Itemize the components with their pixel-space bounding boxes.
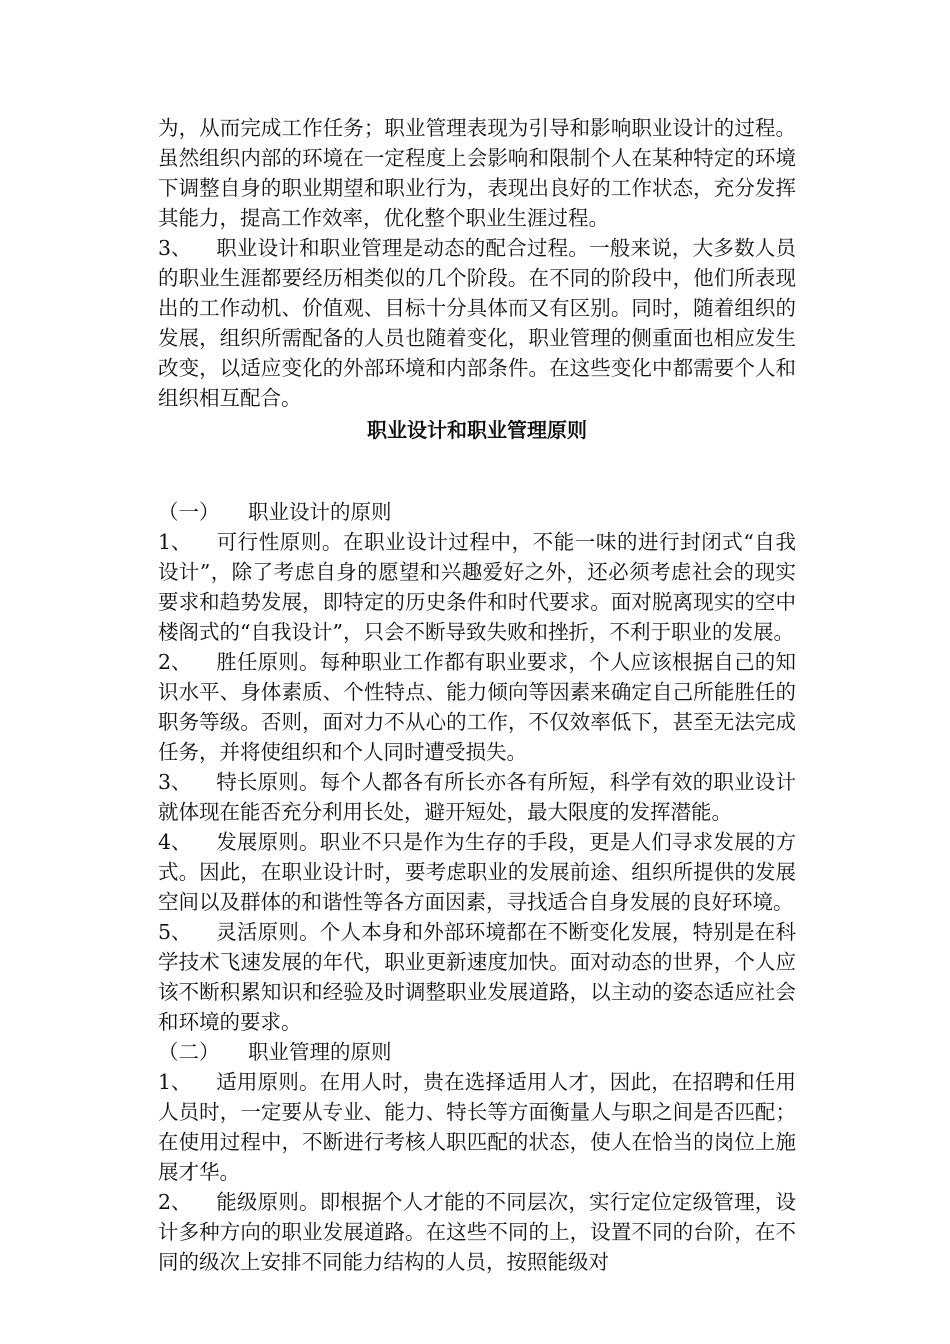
section-title: 职业设计和职业管理原则 bbox=[367, 418, 587, 442]
document-page bbox=[158, 113, 796, 1277]
list-item bbox=[158, 827, 796, 917]
item-number: 2、 bbox=[158, 1190, 192, 1214]
item-text: 灵活原则。个人本身和外部环境都在不断变化发展，特别是在科学技术飞速发展的年代，职业更新速度加快。面对动态的世界，个人应该不断积累知识和经验及时调整职业发展道路，以主动的姿态适应社会和环境的要求。 bbox=[158, 920, 796, 1034]
section-heading-text: 职业设计的原则 bbox=[248, 500, 392, 524]
list-item bbox=[158, 647, 796, 767]
intro-paragraph-1: 为，从而完成工作任务；职业管理表现为引导和影响职业设计的过程。虽然组织内部的环境在一定程度上会影响和限制个人在某种特定的环境下调整自身的职业期望和职业行为，表现出良好的工作状态，充分发挥其能力，提高工作效率，优化整个职业生涯过程。 bbox=[158, 116, 796, 230]
item-text: 适用原则。在用人时，贵在选择适用人才，因此，在招聘和任用人员时，一定要从专业、能力、特长等方面衡量人与职之间是否匹配；在使用过程中，不断进行考核人职匹配的状态，使人在恰当的岗位上施展才华。 bbox=[158, 1070, 796, 1184]
section-heading-text: 职业管理的原则 bbox=[248, 1040, 392, 1064]
item-text: 能级原则。即根据个人才能的不同层次，实行定位定级管理，设计多种方向的职业发展道路。在这些不同的上，设置不同的台阶，在不同的级次上安排不同能力结构的人员，按照能级对 bbox=[158, 1190, 796, 1274]
list-item bbox=[158, 527, 796, 647]
item-number: 5、 bbox=[158, 920, 192, 944]
item-text: 发展原则。职业不只是作为生存的手段，更是人们寻求发展的方式。因此，在职业设计时，要考虑职业的发展前途、组织所提供的发展空间以及群体的和谐性等各方面因素，寻找适合自身发展的良好环境。 bbox=[158, 830, 796, 914]
item-text: 可行性原则。在职业设计过程中，不能一味的进行封闭式“自我设计”，除了考虑自身的愿望和兴趣爱好之外，还必须考虑社会的现实要求和趋势发展，即特定的历史条件和时代要求。面对脱离现实的空中楼阁式的“自我设计”，只会不断导致失败和挫折，不利于职业的发展。 bbox=[158, 530, 796, 644]
section-1-heading bbox=[158, 497, 796, 527]
item-number: 1、 bbox=[158, 1070, 192, 1094]
list-item bbox=[158, 917, 796, 1037]
item-number: 3、 bbox=[158, 770, 192, 794]
section-label: （二） bbox=[158, 1040, 220, 1064]
item-number: 1、 bbox=[158, 530, 192, 554]
list-item bbox=[158, 767, 796, 827]
intro-paragraph-2 bbox=[158, 233, 796, 413]
item-text: 职业设计和职业管理是动态的配合过程。一般来说，大多数人员的职业生涯都要经历相类似的几个阶段。在不同的阶段中，他们所表现出的工作动机、价值观、目标十分具体而又有区别。同时，随着组织的发展，组织所需配备的人员也随着变化，职业管理的侧重面也相应发生改变，以适应变化的外部环境和内部条件。在这些变化中都需要个人和组织相互配合。 bbox=[158, 236, 796, 410]
item-text: 特长原则。每个人都各有所长亦各有所短，科学有效的职业设计就体现在能否充分利用长处，避开短处，最大限度的发挥潜能。 bbox=[158, 770, 796, 824]
list-item bbox=[158, 1067, 796, 1187]
list-item bbox=[158, 1187, 796, 1277]
section-label: （一） bbox=[158, 500, 220, 524]
item-text: 胜任原则。每种职业工作都有职业要求，个人应该根据自己的知识水平、身体素质、个性特点、能力倾向等因素来确定自己所能胜任的职务等级。否则，面对力不从心的工作，不仅效率低下，甚至无法完成任务，并将使组织和个人同时遭受损失。 bbox=[158, 650, 796, 764]
item-number: 2、 bbox=[158, 650, 192, 674]
item-number: 4、 bbox=[158, 830, 192, 854]
section-2-heading bbox=[158, 1037, 796, 1067]
item-number: 3、 bbox=[158, 236, 192, 260]
